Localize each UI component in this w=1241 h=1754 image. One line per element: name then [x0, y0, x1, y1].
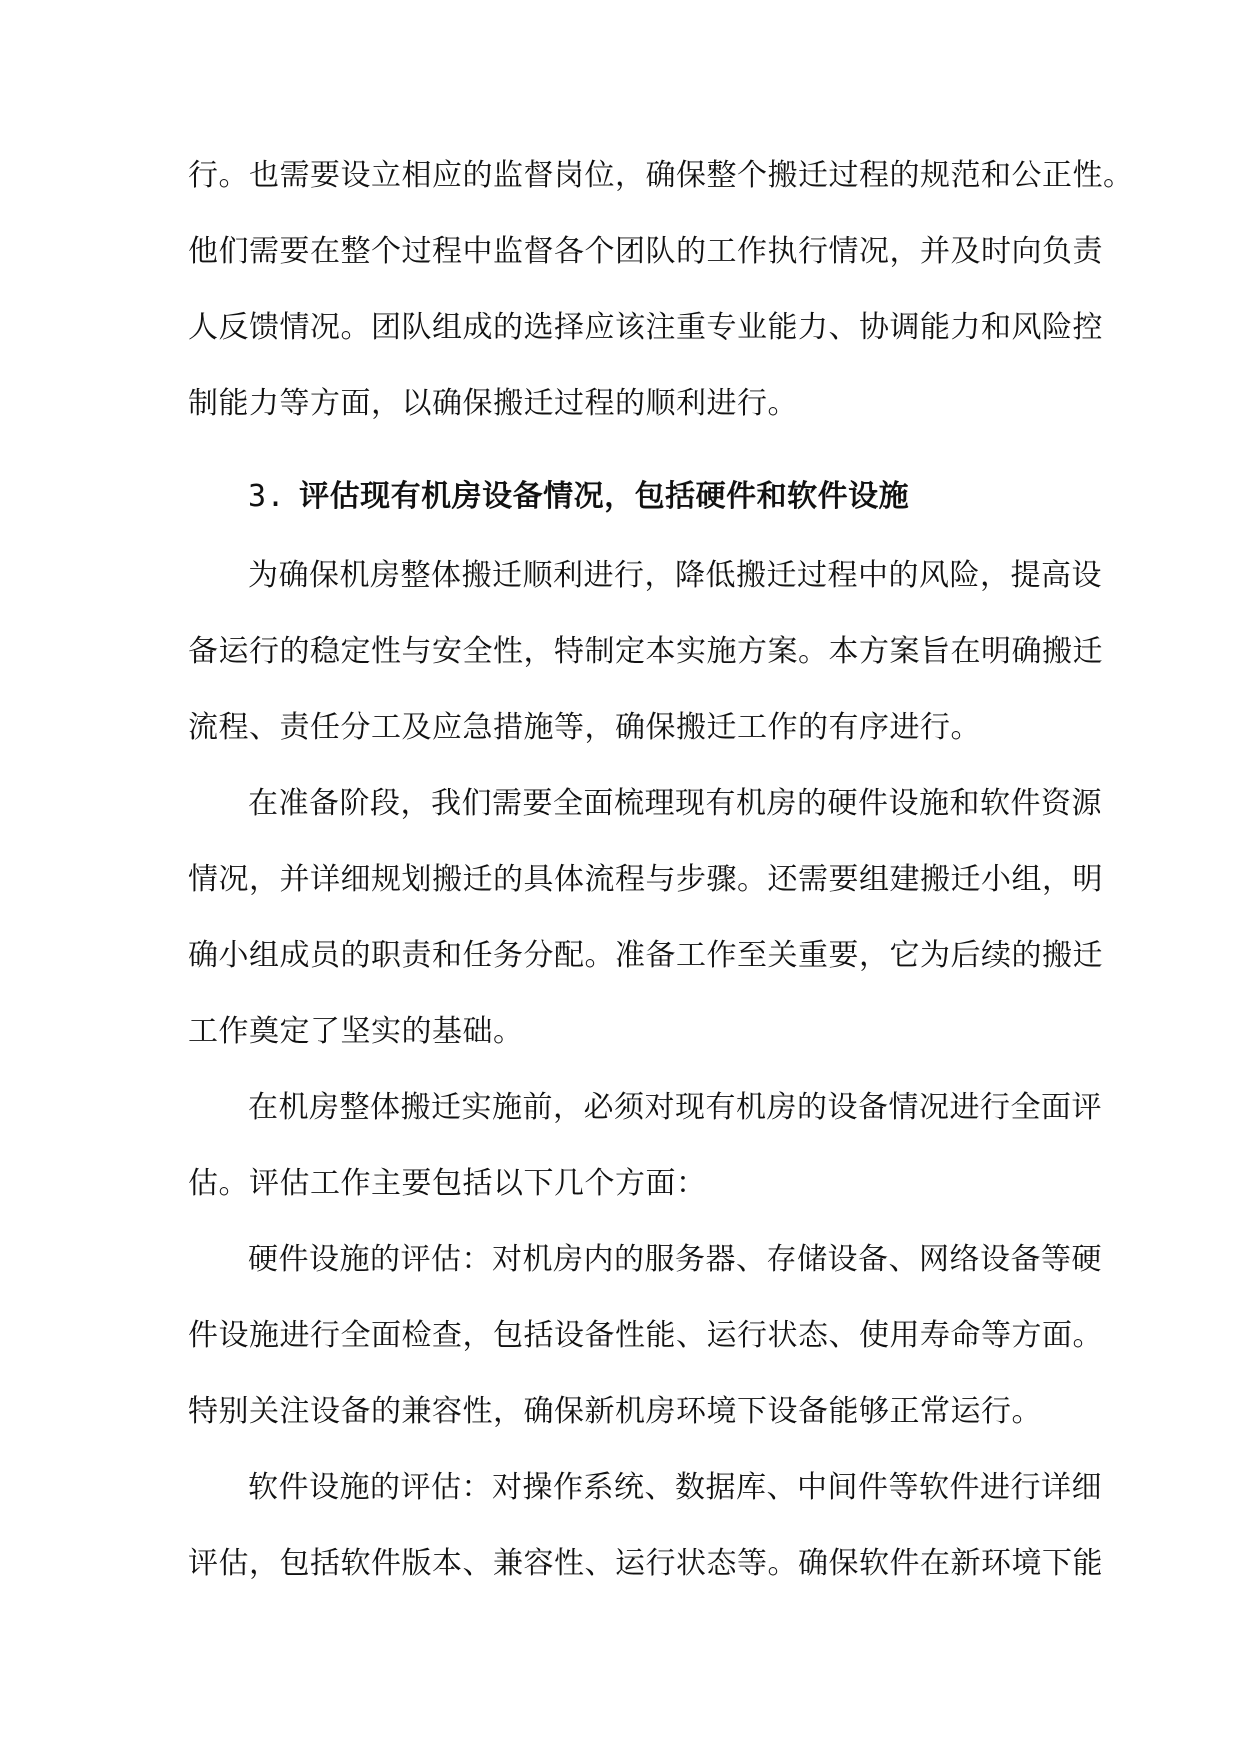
text-line: 评估，包括软件版本、兼容性、运行状态等。确保软件在新环境下能 — [188, 1546, 1103, 1581]
section-heading — [188, 459, 1060, 535]
section-number: 3. — [248, 479, 286, 514]
text-line: 他们需要在整个过程中监督各个团队的工作执行情况，并及时向负责 — [188, 234, 1103, 269]
paragraph-hardware-assessment — [188, 1222, 1103, 1450]
paragraph-assessment-intro — [188, 1070, 1102, 1222]
text-line: 估。评估工作主要包括以下几个方面： — [188, 1166, 707, 1201]
text-line: 在准备阶段，我们需要全面梳理现有机房的硬件设施和软件资源 — [248, 786, 1102, 821]
text-line: 工作奠定了坚实的基础。 — [188, 1014, 524, 1049]
text-line: 制能力等方面，以确保搬迁过程的顺利进行。 — [188, 386, 798, 421]
paragraph-plan-purpose — [188, 538, 1103, 766]
text-line: 确小组成员的职责和任务分配。准备工作至关重要，它为后续的搬迁 — [188, 938, 1103, 973]
text-line: 特别关注设备的兼容性，确保新机房环境下设备能够正常运行。 — [188, 1394, 1042, 1429]
text-line: 行。也需要设立相应的监督岗位，确保整个搬迁过程的规范和公正性。 — [188, 158, 1134, 193]
paragraph-preparation-stage — [188, 766, 1103, 1070]
text-line: 硬件设施的评估：对机房内的服务器、存储设备、网络设备等硬 — [248, 1242, 1102, 1277]
text-line: 人反馈情况。团队组成的选择应该注重专业能力、协调能力和风险控 — [188, 310, 1103, 345]
text-line: 在机房整体搬迁实施前，必须对现有机房的设备情况进行全面评 — [248, 1090, 1102, 1125]
section-title: 评估现有机房设备情况，包括硬件和软件设施 — [299, 479, 910, 514]
paragraph-software-assessment — [188, 1450, 1103, 1602]
paragraph-team-supervision — [188, 138, 1134, 442]
text-line: 为确保机房整体搬迁顺利进行，降低搬迁过程中的风险，提高设 — [248, 558, 1102, 593]
text-line: 情况，并详细规划搬迁的具体流程与步骤。还需要组建搬迁小组，明 — [188, 862, 1103, 897]
text-line: 软件设施的评估：对操作系统、数据库、中间件等软件进行详细 — [248, 1470, 1102, 1505]
text-line: 流程、责任分工及应急措施等，确保搬迁工作的有序进行。 — [188, 710, 981, 745]
text-line: 件设施进行全面检查，包括设备性能、运行状态、使用寿命等方面。 — [188, 1318, 1103, 1353]
document-body — [188, 138, 1134, 1602]
text-line: 备运行的稳定性与安全性，特制定本实施方案。本方案旨在明确搬迁 — [188, 634, 1103, 669]
